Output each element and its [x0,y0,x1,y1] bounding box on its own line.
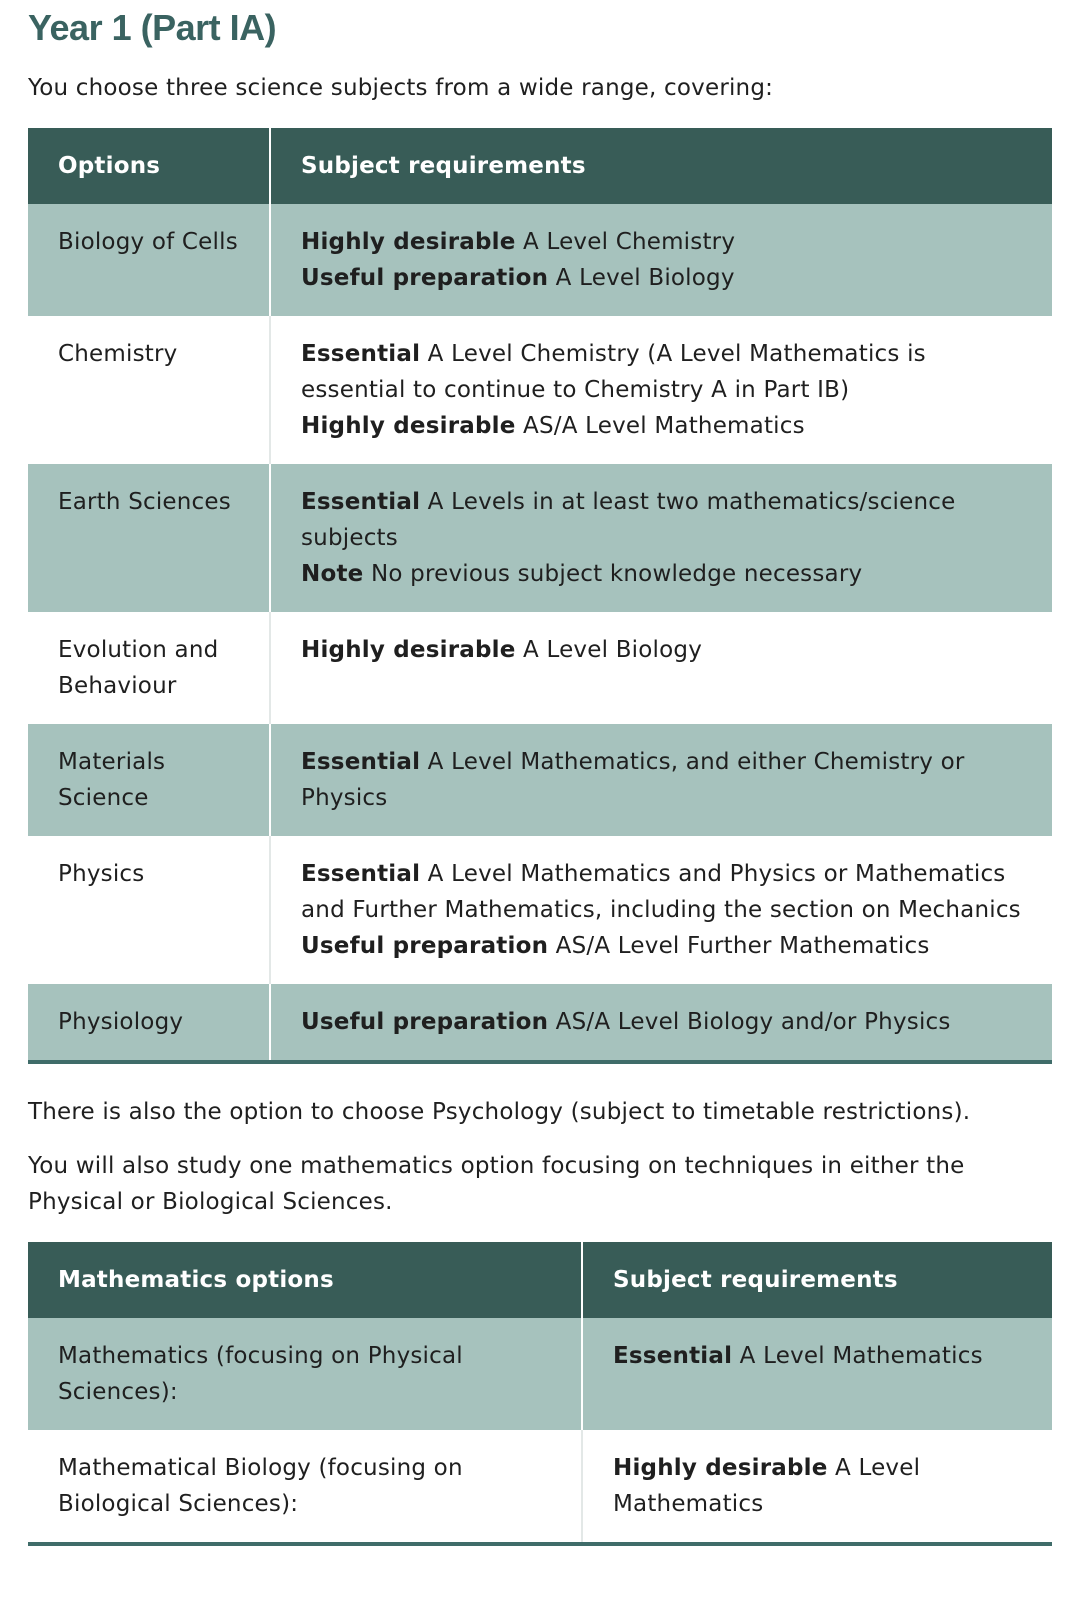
table-row [28,1318,1052,1430]
requirement-text: A Level Chemistry [515,229,736,255]
requirement-level: Highly desirable [301,637,516,663]
requirement-line [301,928,1022,964]
requirement-level: Essential [613,1343,733,1369]
requirements-cell [582,1430,1052,1544]
requirement-level: Highly desirable [301,229,516,255]
requirements-cell [270,984,1052,1062]
option-name-cell: Biology of Cells [28,204,270,316]
options-table-body [28,204,1052,1062]
requirement-level: Note [301,561,364,587]
requirement-text: AS/A Level Mathematics [515,413,805,439]
requirement-line [301,224,1022,260]
requirement-level: Useful preparation [301,1009,549,1035]
table-row [28,464,1052,612]
requirements-cell [270,316,1052,464]
requirement-text: A Level Biology [515,637,703,663]
requirements-cell [582,1318,1052,1430]
option-name-cell: Earth Sciences [28,464,270,612]
requirement-text: A Level Biology [548,265,735,291]
requirement-text: A Levels in at least two mathematics/science subjects [301,489,956,551]
table-row [28,612,1052,724]
option-name-cell: Evolution and Behaviour [28,612,270,724]
option-name-cell: Chemistry [28,316,270,464]
requirement-line [301,744,1022,816]
requirement-line [301,1004,1022,1040]
table-row [28,1430,1052,1544]
requirements-column-header: Subject requirements [270,128,1052,204]
requirement-line [301,484,1022,556]
requirement-text: A Level Mathematics [613,1455,921,1517]
options-column-header: Options [28,128,270,204]
requirement-line [301,856,1022,928]
requirement-text: A Level Mathematics, and either Chemistry or Physics [301,749,965,811]
options-table [28,128,1052,1064]
requirement-text: A Level Chemistry (A Level Mathematics is essential to continue to Chemistry A in Part IB) [301,341,926,403]
requirement-text: No previous subject knowledge necessary [363,561,863,587]
requirement-level: Highly desirable [301,413,516,439]
maths-options-column-header: Mathematics options [28,1242,582,1318]
page-title: Year 1 (Part IA) [28,7,277,48]
requirement-line [301,260,1022,296]
table-row [28,316,1052,464]
option-name-cell: Physiology [28,984,270,1062]
table-row [28,984,1052,1062]
requirement-line [301,556,1022,592]
maths-options-table [28,1242,1052,1546]
option-name-cell: Mathematics (focusing on Physical Sciences): [28,1318,582,1430]
requirement-level: Essential [301,861,421,887]
maths-table-header-row [28,1242,1052,1318]
table-row [28,724,1052,836]
requirements-cell [270,836,1052,984]
requirements-cell [270,204,1052,316]
requirement-line [613,1450,1022,1522]
requirement-level: Useful preparation [301,933,549,959]
table-row [28,204,1052,316]
requirement-level: Essential [301,749,421,775]
option-name-cell: Physics [28,836,270,984]
options-table-header-row [28,128,1052,204]
maths-requirements-column-header: Subject requirements [582,1242,1052,1318]
requirements-cell [270,724,1052,836]
requirement-text: AS/A Level Biology and/or Physics [548,1009,951,1035]
requirements-cell [270,464,1052,612]
maths-table-body [28,1318,1052,1544]
option-name-cell: Mathematical Biology (focusing on Biological Sciences): [28,1430,582,1544]
requirement-line [301,408,1022,444]
requirement-text: AS/A Level Further Mathematics [548,933,930,959]
requirement-line [301,336,1022,408]
requirement-level: Highly desirable [613,1455,828,1481]
requirement-level: Essential [301,341,421,367]
intro-paragraph: You choose three science subjects from a wide range, covering: [28,75,774,101]
requirement-line [301,632,1022,668]
option-name-cell: Materials Science [28,724,270,836]
requirements-cell [270,612,1052,724]
requirement-level: Useful preparation [301,265,549,291]
psychology-note: There is also the option to choose Psychology (subject to timetable restrictions). [28,1099,971,1125]
table-row [28,836,1052,984]
requirement-text: A Level Mathematics and Physics or Mathematics and Further Mathematics, including the section on Mechanics [301,861,1021,923]
requirement-level: Essential [301,489,421,515]
requirement-line [613,1338,1022,1374]
requirement-text: A Level Mathematics [732,1343,983,1369]
maths-note: You will also study one mathematics option focusing on techniques in either the Physical or Biological Sciences. [28,1153,965,1215]
